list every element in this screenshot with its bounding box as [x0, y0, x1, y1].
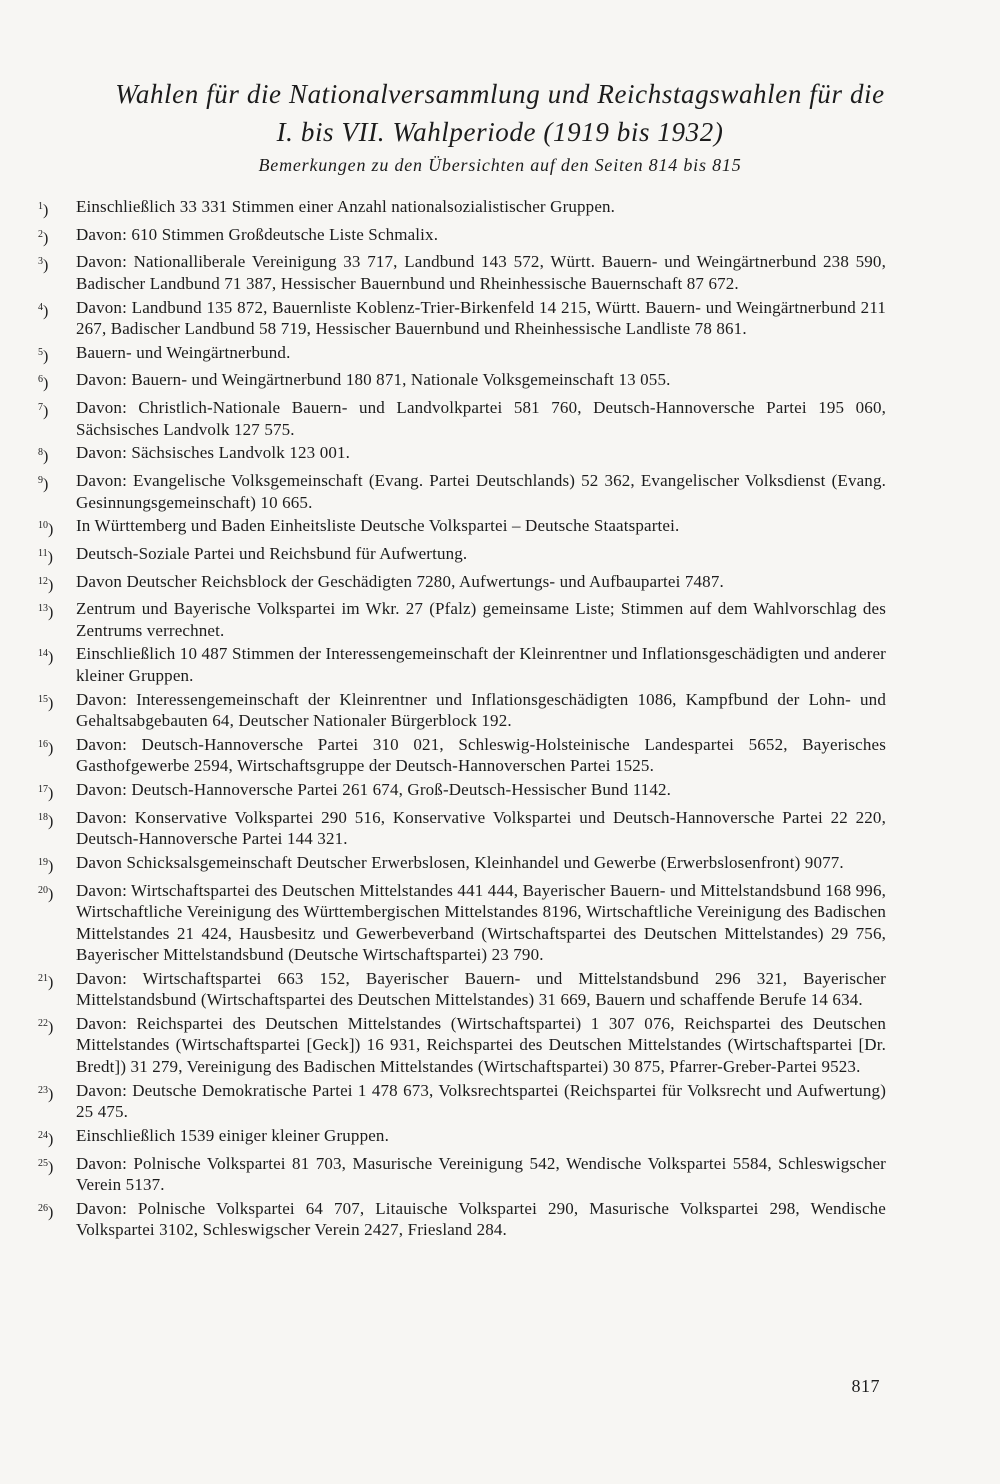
footnote-marker: $^{16}$) [38, 738, 54, 757]
footnote-item [38, 1153, 886, 1196]
footnote-text: Davon: Deutsch-Hannoversche Partei 310 021, Schleswig-Holsteinische Landespartei 5652, Bayerisches Gasthofgewerbe 2594, Wirtschaftsgruppe der Deutsch-Hannoverschen Partei 1525. [76, 734, 886, 776]
footnote-item [38, 196, 886, 222]
page-title-line-1: Wahlen für die Nationalversammlung und Reichstagswahlen für die [115, 79, 885, 109]
footnote-number: 18 [38, 811, 48, 823]
footnote-number: 5 [38, 346, 43, 358]
footnote-item [38, 442, 886, 468]
footnote-text: Deutsch-Soziale Partei und Reichsbund für Aufwertung. [76, 543, 468, 563]
footnote-text: Davon: Deutsch-Hannoversche Partei 261 674, Groß-Deutsch-Hessischer Bund 1142. [76, 780, 672, 799]
footnote-number: 13 [38, 603, 48, 615]
footnote-text: Davon: Polnische Volkspartei 64 707, Litauische Volkspartei 290, Masurische Volkspartei 298, Wendische Volkspartei 3102, Schleswigscher Verein 2427, Friesland 284. [76, 1198, 886, 1240]
footnote-number: 26 [38, 1202, 48, 1214]
footnote-marker: $^{15}$) [38, 693, 54, 712]
footnote-number: 23 [38, 1084, 48, 1096]
footnote-text: Zentrum und Bayerische Volkspartei im Wkr. 27 (Pfalz) gemeinsame Liste; Stimmen auf dem Wahlvorschlag des Zentrums verrechnet. [76, 599, 886, 640]
footnote-item [38, 571, 886, 597]
footnote-text: Davon: Landbund 135 872, Bauernliste Koblenz-Trier-Birkenfeld 14 215, Württ. Bauern- und Weingärtnerbund 211 267, Badischer Landbund 58 719, Hessischer Bauernbund und Rheinhessische Landliste 78 861. [76, 297, 886, 339]
footnote-number: 12 [38, 575, 48, 587]
footnote-number: 17 [38, 784, 48, 795]
footnote-list [38, 196, 886, 1243]
footnote-number: 15 [38, 693, 48, 705]
footnote-item [38, 342, 886, 368]
footnote-item [38, 968, 886, 1011]
footnote-text: Einschließlich 33 331 Stimmen einer Anzahl nationalsozialistischer Gruppen. [76, 197, 616, 216]
footnote-text: Davon: Polnische Volkspartei 81 703, Masurische Vereinigung 542, Wendische Volkspartei 5584, Schleswigscher Verein 5137. [76, 1153, 886, 1194]
footnote-text: Einschließlich 1539 einiger kleiner Gruppen. [76, 1125, 389, 1145]
footnote-marker: $^{26}$) [38, 1202, 54, 1221]
page-title-line-2: I. bis VII. Wahlperiode (1919 bis 1932) [276, 117, 724, 147]
footnote-item [38, 1125, 886, 1151]
footnote-marker: $^4$) [38, 301, 49, 320]
footnote-number: 9 [38, 475, 43, 486]
footnote-item [38, 1080, 886, 1123]
footnote-marker: $^2$) [38, 228, 49, 247]
footnote-text: Einschließlich 10 487 Stimmen der Interessengemeinschaft der Kleinrentner und Inflationsgeschädigten und anderer kleiner Gruppen. [76, 644, 886, 685]
footnote-text: Davon: Wirtschaftspartei 663 152, Bayerischer Bauern- und Mittelstandsbund 296 321, Bayerischer Mittelstandsbund (Wirtschaftspartei des Deutschen Mittelstandes) 31 669, Bauern und schaffende Berufe 14 634. [76, 968, 886, 1010]
footnote-marker: $^9$) [38, 475, 49, 493]
footnote-number: 8 [38, 447, 43, 459]
footnote-number: 11 [38, 547, 48, 559]
footnote-item [38, 643, 886, 686]
footnote-item [38, 807, 886, 850]
footnote-number: 14 [38, 648, 48, 660]
footnote-item [38, 1013, 886, 1078]
footnote-text: Davon: 610 Stimmen Großdeutsche Liste Schmalix. [76, 224, 439, 244]
footnote-text: Davon Schicksalsgemeinschaft Deutscher Erwerbslosen, Kleinhandel und Gewerbe (Erwerbslosenfront) 9077. [76, 852, 844, 872]
footnote-number: 25 [38, 1157, 48, 1169]
footnote-marker: $^3$) [38, 256, 49, 275]
footnote-marker: $^{21}$) [38, 972, 54, 991]
footnote-item [38, 297, 886, 340]
footnote-item [38, 852, 886, 878]
footnote-text: Davon: Christlich-Nationale Bauern- und Landvolkpartei 581 760, Deutsch-Hannoversche Partei 195 060, Sächsisches Landvolk 127 575. [76, 398, 886, 439]
footnote-marker: $^{19}$) [38, 856, 54, 875]
footnote-number: 3 [38, 256, 43, 268]
footnote-item [38, 515, 886, 541]
footnote-marker: $^8$) [38, 447, 49, 466]
footnote-marker: $^{25}$) [38, 1157, 54, 1176]
footnote-text: Davon Deutscher Reichsblock der Geschädigten 7280, Aufwertungs- und Aufbaupartei 7487. [76, 571, 724, 591]
footnote-number: 6 [38, 374, 43, 386]
footnote-marker: $^{12}$) [38, 575, 54, 594]
footnote-item [38, 880, 886, 966]
footnote-marker: $^{13}$) [38, 603, 54, 622]
footnote-number: 7 [38, 402, 43, 414]
footnote-number: 10 [38, 520, 48, 532]
footnote-text: Davon: Reichspartei des Deutschen Mittelstandes (Wirtschaftspartei) 1 307 076, Reichspartei des Deutschen Mittelstandes (Wirtschaftspartei [Geck]) 16 931, Reichspartei des Deutschen Mittelstandes (Wirtschaftspartei [Dr. Bredt]) 31 279, Vereinigung des Badischen Mittelstandes (Wirtschaftspartei) 30 875, Pfarrer-Greber-Partei 9523. [76, 1013, 886, 1076]
footnote-marker: $^7$) [38, 402, 49, 421]
footnote-marker: $^{24}$) [38, 1129, 54, 1148]
footnote-item [38, 224, 886, 250]
footnote-marker: $^{14}$) [38, 648, 54, 667]
footnote-text: Bauern- und Weingärtnerbund. [76, 342, 291, 362]
footnote-number: 2 [38, 228, 43, 240]
footnote-number: 24 [38, 1129, 48, 1141]
footnote-number: 16 [38, 738, 48, 750]
footnote-item [38, 1198, 886, 1241]
footnote-item [38, 689, 886, 732]
footnote-marker: $^{10}$) [38, 520, 54, 539]
footnote-marker: $^{11}$) [38, 547, 54, 566]
footnote-item [38, 470, 886, 513]
footnote-text: Davon: Konservative Volkspartei 290 516, Konservative Volkspartei und Deutsch-Hannoversche Partei 22 220, Deutsch-Hannoversche Partei 144 321. [76, 807, 886, 849]
footnote-number: 1 [38, 201, 43, 212]
page-number: 817 [851, 1376, 880, 1396]
footnote-marker: $^{18}$) [38, 811, 54, 830]
footnote-text: Davon: Nationalliberale Vereinigung 33 717, Landbund 143 572, Württ. Bauern- und Weingärtnerbund 238 590, Badischer Landbund 71 387, Hessischer Bauernbund und Rheinhessische Bauernschaft 87 672. [76, 252, 886, 293]
footnote-text: Davon: Wirtschaftspartei des Deutschen Mittelstandes 441 444, Bayerischer Bauern- und Mittelstandsbund 168 996, Wirtschaftliche Vereinigung des Württembergischen Mittelstandes 8196, Wirtschaftliche Vereinigung des Badischen Mittelstandes 21 424, Hausbesitz und Gewerbeverband (Wirtschaftspartei des Deutschen Mittelstandes) 29 756, Bayerischer Mittelstandsbund (Deutsche Wirtschaftspartei) 23 790. [76, 880, 886, 965]
footnote-item [38, 734, 886, 777]
footnote-item [38, 779, 886, 805]
footnote-marker: $^{22}$) [38, 1017, 54, 1036]
footnote-number: 20 [38, 884, 48, 896]
footnote-marker: $^{20}$) [38, 884, 54, 903]
footnote-item [38, 543, 886, 569]
footnote-text: Davon: Evangelische Volksgemeinschaft (Evang. Partei Deutschlands) 52 362, Evangelischer Volksdienst (Evang. Gesinnungsgemeinschaft) 10 665. [76, 471, 886, 512]
footnote-text: Davon: Interessengemeinschaft der Kleinrentner und Inflationsgeschädigten 1086, Kampfbund der Lohn- und Gehaltsabgebauten 64, Deutscher Nationaler Bürgerblock 192. [76, 689, 886, 731]
footnote-item [38, 251, 886, 294]
footnote-marker: $^{23}$) [38, 1084, 54, 1103]
footnote-marker: $^5$) [38, 346, 49, 365]
footnote-item [38, 397, 886, 440]
footnote-number: 4 [38, 301, 43, 313]
footnote-marker: $^1$) [38, 201, 49, 219]
footnote-text: Davon: Bauern- und Weingärtnerbund 180 871, Nationale Volksgemeinschaft 13 055. [76, 370, 671, 390]
footnote-number: 21 [38, 972, 48, 984]
footnote-text: Davon: Sächsisches Landvolk 123 001. [76, 443, 351, 463]
footnote-number: 22 [38, 1017, 48, 1029]
footnote-text: In Württemberg und Baden Einheitsliste Deutsche Volkspartei – Deutsche Staatspartei. [76, 516, 680, 536]
page-subtitle: Bemerkungen zu den Übersichten auf den Seiten 814 bis 815 [258, 155, 742, 175]
footnote-number: 19 [38, 856, 48, 868]
footnote-text: Davon: Deutsche Demokratische Partei 1 478 673, Volksrechtspartei (Reichspartei für Volksrecht und Aufwertung) 25 475. [76, 1080, 886, 1122]
footnote-marker: $^{17}$) [38, 784, 54, 802]
footnote-item [38, 598, 886, 641]
footnote-marker: $^6$) [38, 374, 49, 393]
footnote-item [38, 369, 886, 395]
